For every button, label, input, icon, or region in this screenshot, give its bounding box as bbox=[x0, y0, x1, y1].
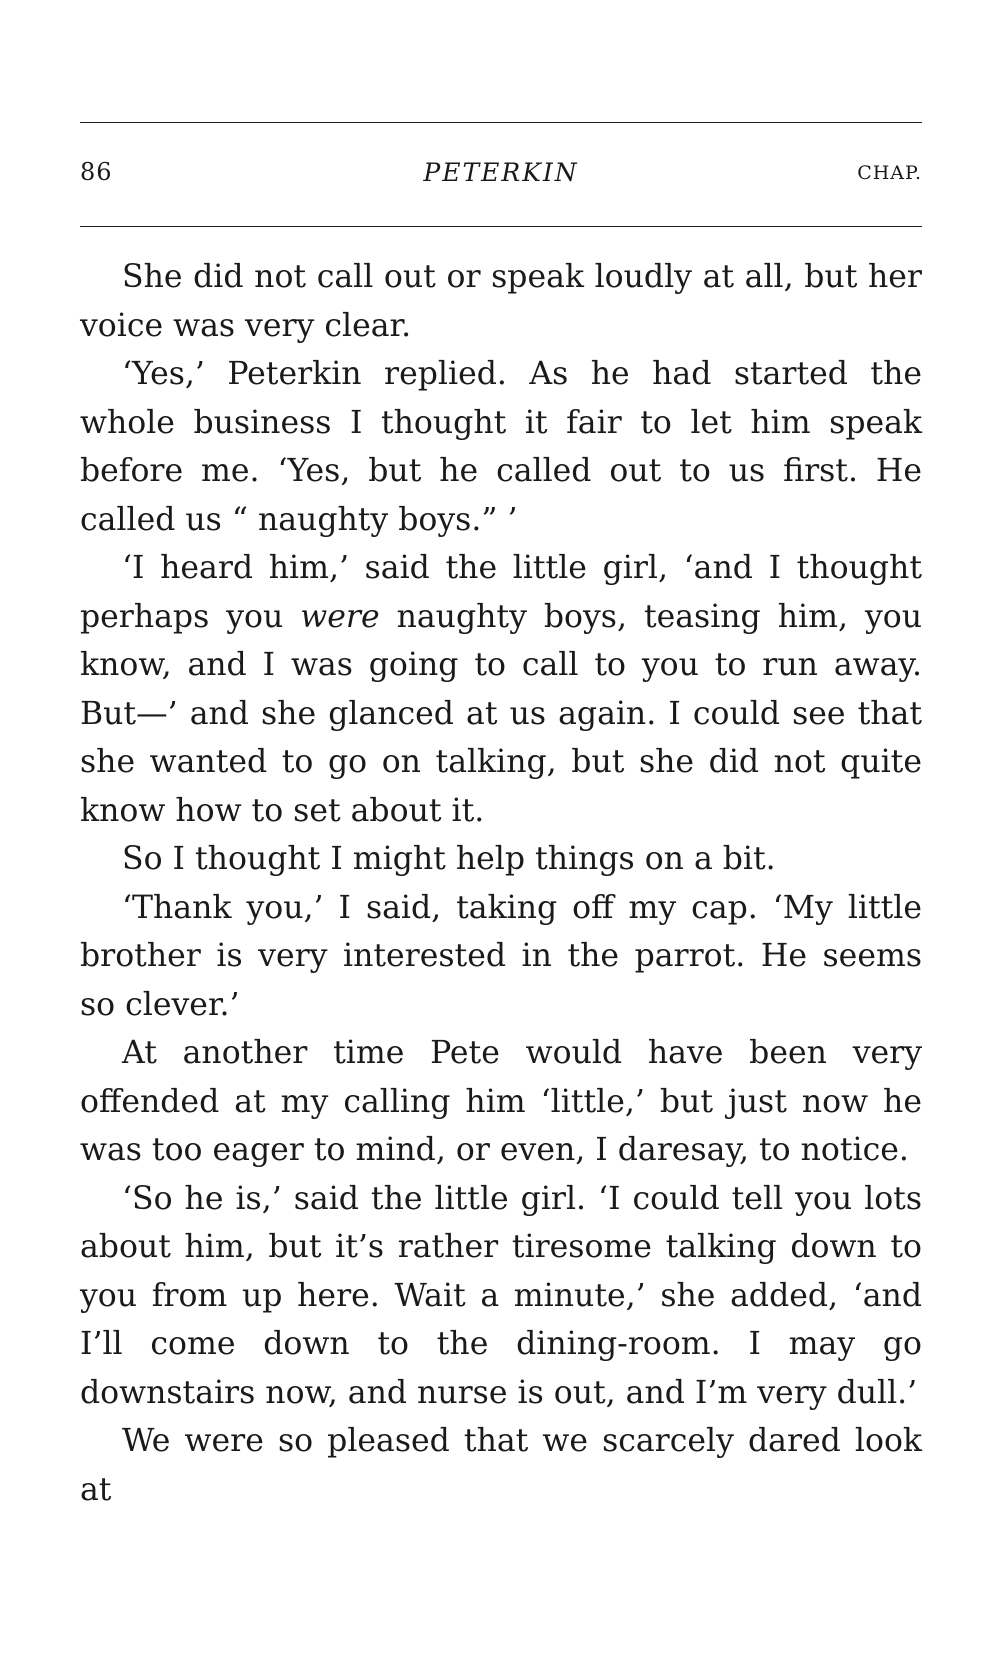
paragraph-text-before-emphasis: ‘I heard him,’ said the little girl, ‘and I thought perhaps you bbox=[80, 550, 922, 635]
running-title: PETERKIN bbox=[423, 158, 579, 187]
paragraph-help-things-on: So I thought I might help things on a bit. bbox=[122, 841, 776, 877]
body-text bbox=[80, 253, 922, 1514]
paragraph-so-pleased: We were so pleased that we scarcely dared look at bbox=[80, 1423, 922, 1508]
paragraph-text-after-emphasis: naughty boys, teasing him, you know, and I was going to call to you to run away. But—’ and she glanced at us again. I could see that she wanted to go on talking, but she did not quite know how to set about it. bbox=[80, 598, 922, 829]
paragraph-thank-you: ‘Thank you,’ I said, taking off my cap. ‘My little brother is very interested in the parrot. He seems so clever.’ bbox=[80, 889, 922, 1023]
paragraph-pete-offended: At another time Pete would have been very offended at my calling him ‘little,’ but just now he was too eager to mind, or even, I daresay, to notice. bbox=[80, 1035, 922, 1168]
paragraph-voice: She did not call out or speak loudly at all, but her voice was very clear. bbox=[80, 259, 922, 344]
emphasized-word: were bbox=[300, 598, 380, 635]
paragraph-little-girl-heard bbox=[80, 544, 922, 835]
chapter-mark: CHAP. bbox=[857, 162, 922, 184]
header-top-rule bbox=[80, 122, 922, 123]
running-header bbox=[80, 158, 922, 198]
paragraph-so-he-is: ‘So he is,’ said the little girl. ‘I could tell you lots about him, but it’s rather tiresome talking down to you from up here. Wait a minute,’ she added, ‘and I’ll come down to the dining-room. I may go downstairs now, and nurse is out, and I’m very dull.’ bbox=[80, 1180, 922, 1411]
header-bottom-rule bbox=[80, 226, 922, 227]
paragraph-peterkin-replied: ‘Yes,’ Peterkin replied. As he had started the whole business I thought it fair to let him speak before me. ‘Yes, but he called out to us first. He called us “ naughty boys.” ’ bbox=[80, 356, 922, 538]
page-number: 86 bbox=[80, 158, 113, 186]
